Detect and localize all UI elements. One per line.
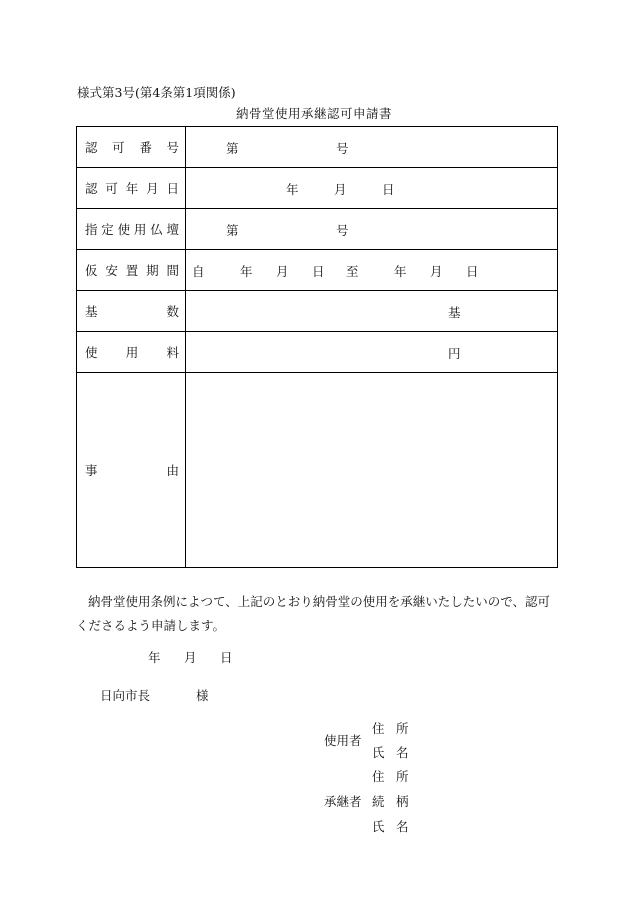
row-temporary-period [77,250,558,291]
label-char: 使 [117,222,131,237]
successor-address-label: 住 [372,769,385,784]
year-text: 年 [394,264,407,279]
label-char: 由 [166,463,179,478]
fee-unit: 円 [448,346,461,361]
field-altar[interactable] [186,209,558,250]
label-char: 事 [85,463,98,478]
label-char: 安 [105,263,118,278]
label-char: 年 [125,181,139,196]
label-char: 壇 [166,222,179,237]
label-char: 仮 [85,263,98,278]
label-char: 数 [166,304,179,319]
successor-name-label: 名 [396,819,409,834]
label-fee [77,332,186,373]
to-text: 至 [346,264,359,279]
label-reason [77,373,186,568]
label-char: 置 [125,263,139,278]
user-address-label: 所 [396,721,409,736]
dai-text: 第 [226,223,239,238]
day-text: 日 [220,650,233,665]
label-char: 月 [146,181,159,196]
month-text: 月 [430,264,443,279]
month-text: 月 [184,650,197,665]
successor-relation-label: 柄 [396,794,409,809]
label-char: 日 [166,181,179,196]
row-altar [77,209,558,250]
row-permit-number [77,127,558,168]
successor-relation-label: 続 [372,794,385,809]
label-permit-date [77,168,186,209]
declaration-body: 納骨堂使用条例によつて、上記のとおり納骨堂の使用を承継いたしたいので、認可くださるよう申請します。 [76,594,551,633]
label-char: 番 [139,140,152,155]
field-temporary-period[interactable] [186,250,558,291]
addressee-name: 日向市長 [100,688,151,703]
field-fee[interactable] [186,332,558,373]
day-text: 日 [466,264,479,279]
field-reason[interactable] [186,373,558,568]
dai-text: 第 [226,141,239,156]
field-count[interactable] [186,291,558,332]
label-char: 使 [85,345,98,360]
field-permit-number[interactable] [186,127,558,168]
label-char: 認 [85,140,98,155]
from-text: 自 [192,264,205,279]
label-char: 可 [105,181,118,196]
user-name-label: 氏 [372,745,385,760]
label-altar [77,209,186,250]
day-text: 日 [312,264,325,279]
row-reason [77,373,558,568]
month-text: 月 [276,264,289,279]
user-address-label: 住 [372,721,385,736]
user-label: 使用者 [324,733,362,748]
successor-address-label: 所 [396,769,409,784]
form-number: 様式第3号(第4条第1項関係) [77,85,236,100]
field-permit-date[interactable] [186,168,558,209]
label-char: 指 [85,222,98,237]
row-fee [77,332,558,373]
label-char: 料 [166,345,179,360]
label-temporary-period [77,250,186,291]
successor-name-label: 氏 [372,819,385,834]
user-name-label: 名 [396,745,409,760]
document-title: 納骨堂使用承継認可申請書 [236,106,393,121]
addressee-honorific: 様 [196,688,209,703]
month-text: 月 [334,182,347,197]
year-text: 年 [286,182,299,197]
go-text: 号 [336,141,349,156]
label-char: 用 [133,222,147,237]
label-permit-number [77,127,186,168]
year-text: 年 [240,264,253,279]
label-char: 間 [166,263,179,278]
label-char: 基 [85,304,98,319]
label-char: 用 [125,345,139,360]
label-char: 可 [112,140,125,155]
count-unit: 基 [448,305,461,320]
declaration-text [76,590,558,638]
label-char: 期 [146,263,159,278]
label-char: 号 [166,140,179,155]
day-text: 日 [382,182,395,197]
label-char: 仏 [150,222,163,237]
label-char: 認 [85,181,98,196]
go-text: 号 [336,223,349,238]
year-text: 年 [148,650,161,665]
successor-label: 承継者 [324,794,362,809]
label-count [77,291,186,332]
application-table [76,126,558,568]
label-char: 定 [101,222,114,237]
row-count [77,291,558,332]
row-permit-date [77,168,558,209]
